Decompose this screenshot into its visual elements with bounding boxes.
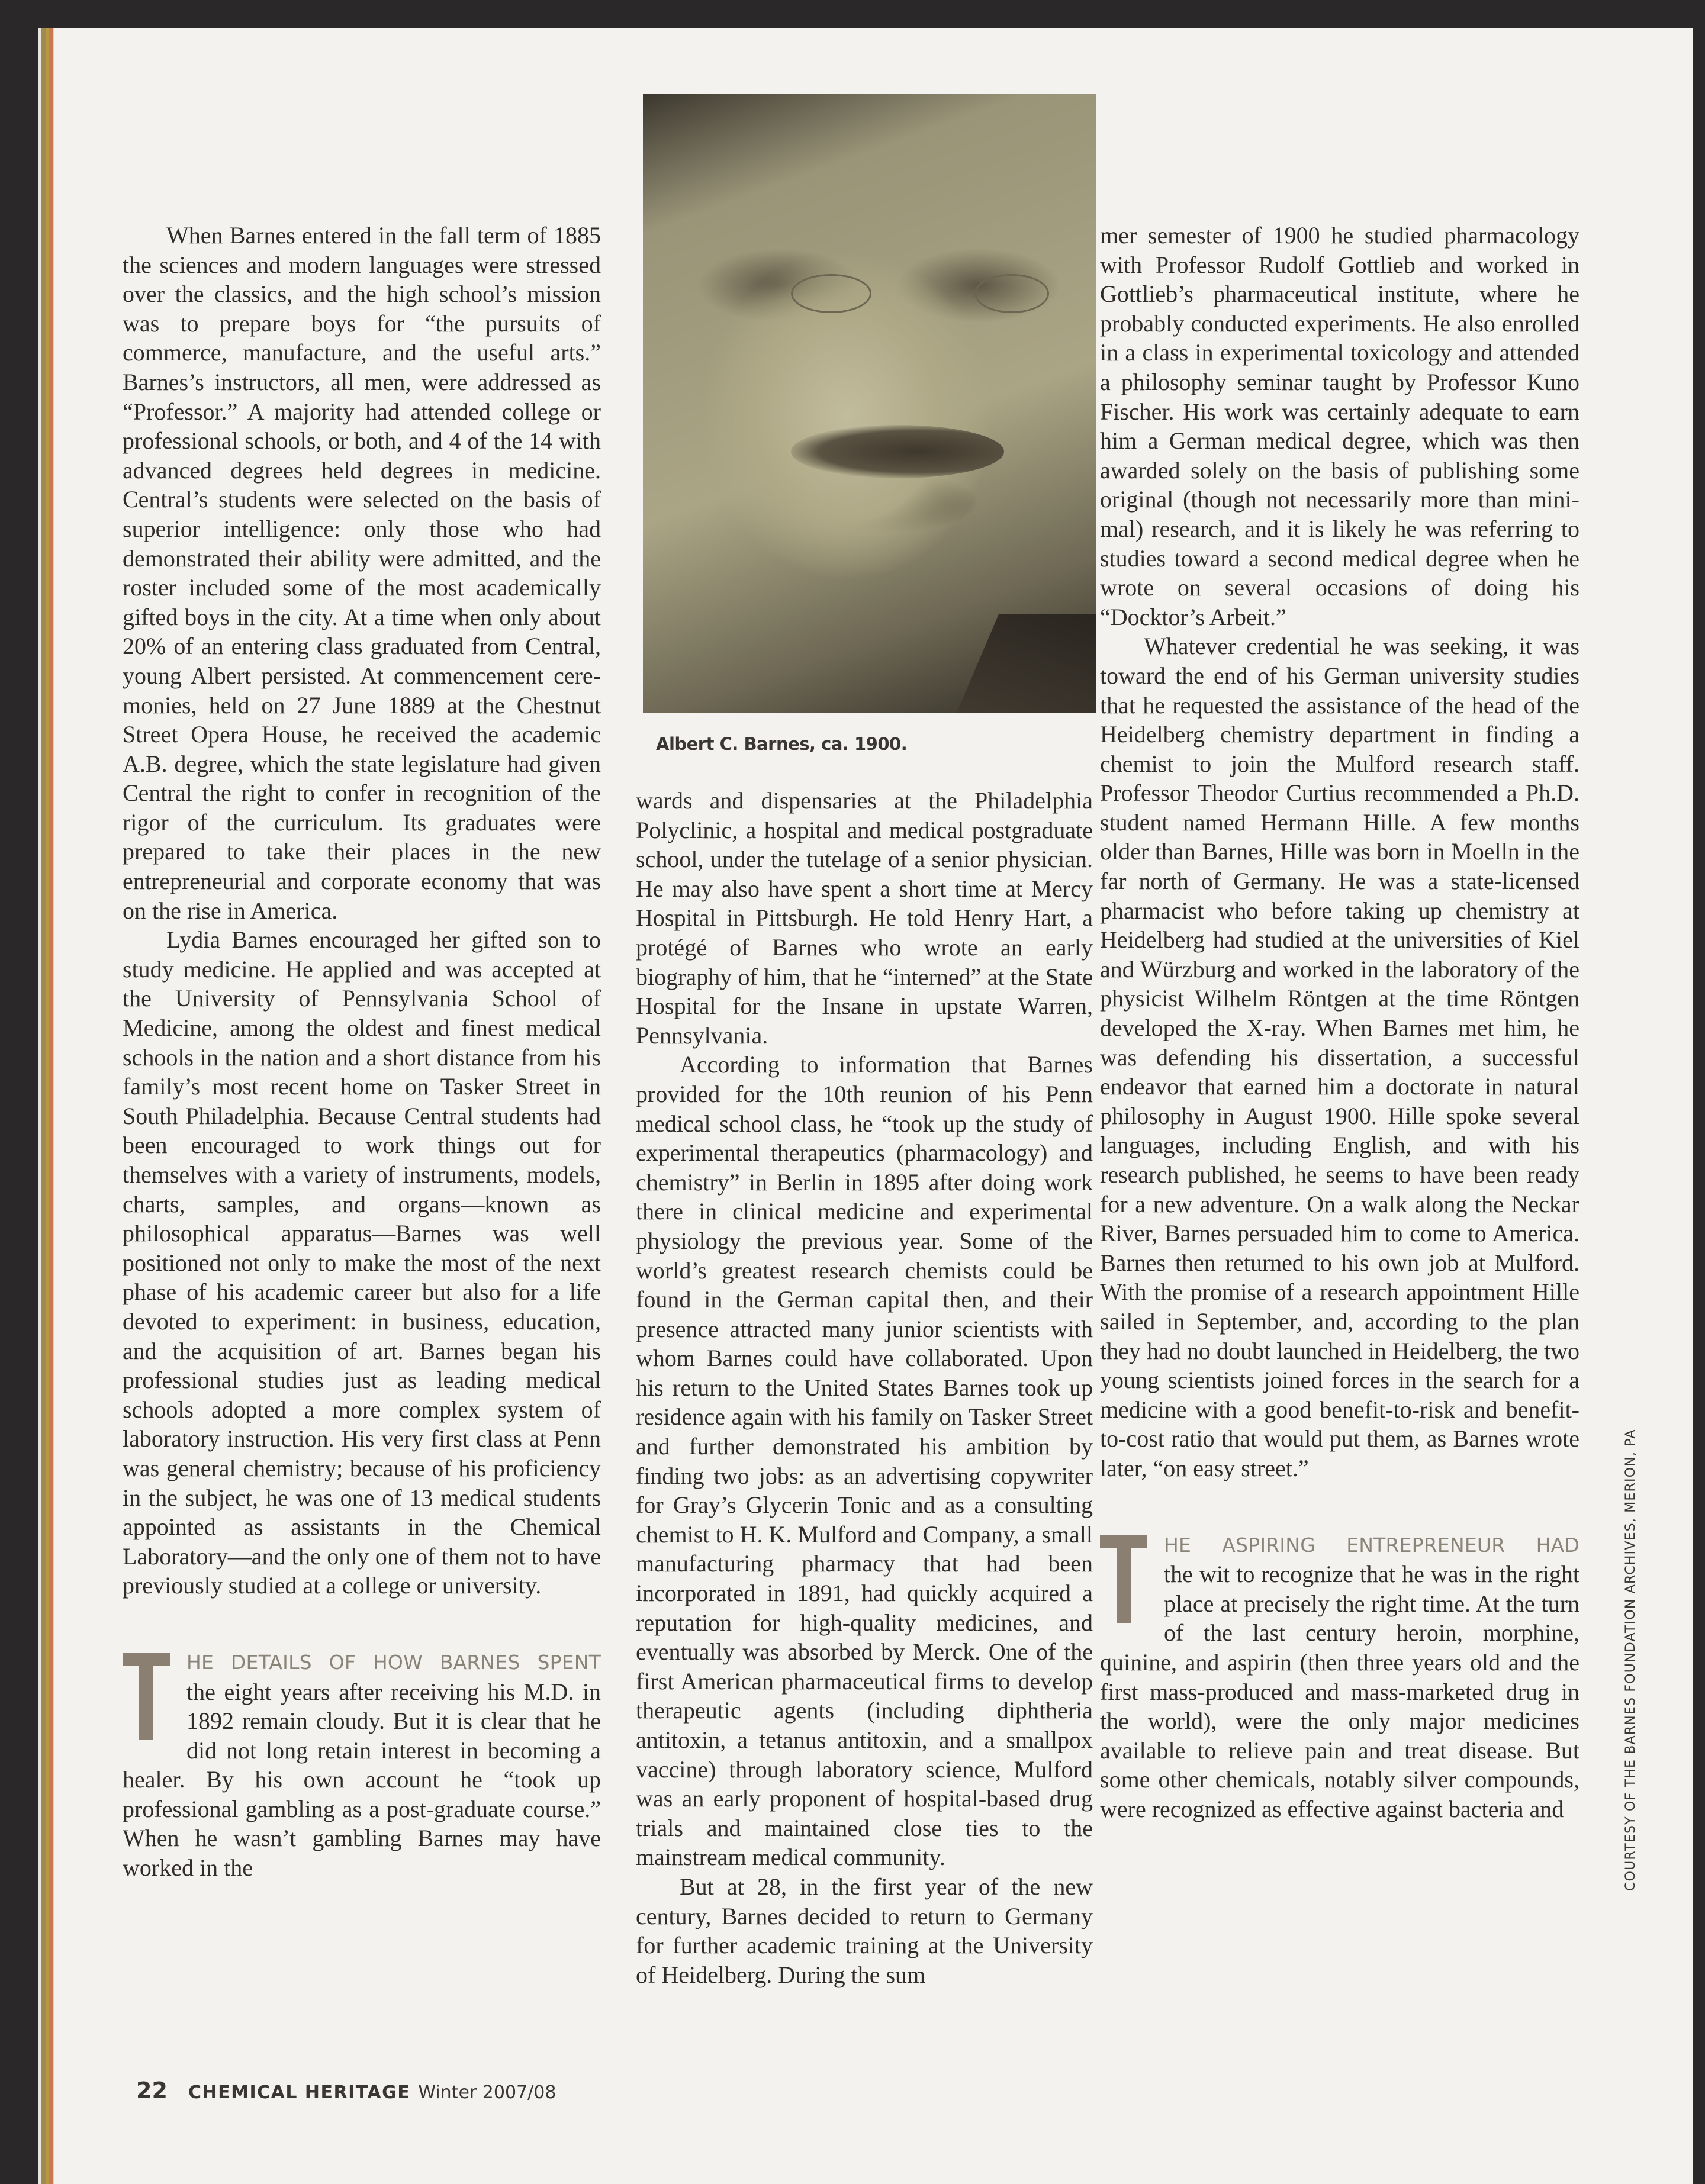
- article-column-right: [1100, 221, 1579, 1824]
- glasses-icon: [791, 274, 871, 313]
- article-column-middle: [636, 786, 1093, 1989]
- photo-caption: Albert C. Barnes, ca. 1900.: [656, 734, 908, 754]
- section-lead-in: HE DETAILS OF HOW BARNES SPENT: [186, 1650, 601, 1674]
- paragraph: the eight years after receiving his M.D. in 1892 remain cloudy. But it is clear that he did not long retain interest in becoming a healer. By his own account he “took up professional gambling as a post-graduate course.” When he wasn’t gambling Barnes may have worked in the: [123, 1678, 601, 1882]
- paragraph: wards and dispensaries at the Philadelphia Polyclinic, a hospital and medical postgraduate school, under the tutelage of a senior physician. He may also have spent a short time at Mercy Hospital in Pittsburgh. He told Henry Hart, a protégé of Barnes who wrote an early biography of him, that he “interned” at the State Hospital for the Insane in upstate Warren, Pennsylvania.: [636, 787, 1093, 1049]
- paragraph: But at 28, in the first year of the new century, Barnes decided to return to Germany for further academic training at the University of Heidelberg. During the sum: [636, 1873, 1093, 1988]
- section-lead-in: HE ASPIRING ENTREPRENEUR HAD: [1164, 1533, 1579, 1557]
- issue-date: Winter 2007/08: [418, 2082, 556, 2103]
- magazine-title: CHEMICAL HERITAGE: [188, 2082, 411, 2103]
- photo-credit: COURTESY OF THE BARNES FOUNDATION ARCHIVES, MERION, PA: [1623, 1429, 1638, 1891]
- paragraph: Lydia Barnes encouraged her gifted son to study medicine. He applied and was accepted at the University of Pennsylvania School of Medicine, among the oldest and finest medical schools in the nation and a short distance from his family’s most recent home on Tasker Street in South Philadelphia. Because Central students had been encouraged to work things out for themselves with a variety of instruments, models, charts, samples, and organs—known as philosophical apparatus—Barnes was well positioned not only to make the most of the next phase of his academic career but also for a life devoted to experiment: in business, education, and the acquisition of art. Barnes began his professional studies just as leading medical schools adopted a more complex system of laboratory instruction. His very first class at Penn was general chemistry; because of his proficiency in the subject, he was one of 13 medical students appointed as assistants in the Chemical Laboratory—and the only one of them not to have previously studied at a college or university.: [123, 926, 601, 1599]
- glasses-icon: [974, 274, 1049, 313]
- portrait-photo: [643, 94, 1096, 713]
- paragraph: Whatever credential he was seeking, it was toward the end of his German university studies that he requested the assistance of the head of the Heidelberg chemistry department in finding a chemist to join the Mulford research staff. Professor Theodor Curtius recommended a Ph.D. student named Hermann Hille. A few months older than Barnes, Hille was born in Moelln in the far north of Germany. He was a state-licensed pharmacist who before taking up chemistry at Heidelberg had studied at the universities of Kiel and Würzburg and worked in the laboratory of the physicist Wilhelm Röntgen at the time Röntgen developed the X-ray. When Barnes met him, he was defending his dissertation, a successful endeavor that earned him a doctorate in natural philosophy in August 1900. Hille spoke several languages, including English, and with his research published, he seems to have been ready for a new adventure. On a walk along the Neckar River, Barnes persuaded him to come to America. Barnes then returned to his own job at Mulford. With the promise of a research appointment Hille sailed in September, and, according to the plan they had no doubt launched in Heidelberg, the two young scientists joined forces in the search for a medicine with a good benefit-to-risk and benefit-to-cost ratio that would put them, as Barnes wrote later, “on easy street.”: [1100, 633, 1579, 1481]
- dropcap-t-icon: [1100, 1535, 1150, 1623]
- page-footer: [136, 2077, 556, 2104]
- collar-shape: [957, 614, 1096, 713]
- mustache-shape: [791, 425, 1004, 478]
- article-column-left: [123, 221, 601, 1883]
- paragraph: the wit to recognize that he was in the right place at precisely the right time. At the turn of the last century heroin, morphine, quinine, and aspirin (then three years old and the first mass-produced and mass-marketed drug in the world), were the only major medicines available to relieve pain and treat disease. But some other chemicals, notably silver compounds, were recognized as effective against bacteria and: [1100, 1561, 1579, 1822]
- section-opener: [123, 1648, 601, 1883]
- paragraph: According to information that Barnes provided for the 10th reunion of his Penn medical school class, he “took up the study of experimental therapeutics (pharmacology) and chemistry” in Berlin in 1895 after doing work there in clinical medicine and experimental physiology the previous year. Some of the world’s greatest research chemists could be found in the German capital then, and their presence attracted many junior scientists with whom Barnes could have collaborated. Upon his return to the United States Barnes took up residence again with his family on Tasker Street and further demonstrated his ambition by finding two jobs: as an advertising copywriter for Gray’s Glycerin Tonic and as a consulting chemist to H. K. Mulford and Company, a small manufacturing pharmacy that had been incorporated in 1891, had quickly acquired a reputation for high-quality medicines, and eventually was absorbed by Merck. One of the first American pharmaceutical firms to develop therapeutic agents (including diphtheria antitoxin, a tetanus antitoxin, and a smallpox vaccine) through laboratory science, Mulford was an early proponent of hospital-based drug trials and maintained close ties to the mainstream medical community.: [636, 1051, 1093, 1871]
- paragraph: When Barnes entered in the fall term of 1885 the sciences and modern languages were stressed over the classics, and the high school’s mission was to prepare boys for “the pursuits of commerce, manufacture, and the useful arts.” Barnes’s instructors, all men, were addressed as “Professor.” A majority had attended college or professional schools, or both, and 4 of the 14 with advanced degrees held degrees in medicine. Central’s students were selected on the basis of superior intelligence: only those who had demonstrated their ability were admitted, and the roster included some of the most academically gifted boys in the city. At a time when only about 20% of an entering class graduated from Central, young Albert persisted. At commencement ceremonies, held on 27 June 1889 at the Chestnut Street Opera House, he received the academic A.B. degree, which the state legislature had given Central the right to confer in recognition of the rigor of the curriculum. Its graduates were prepared to take their places in the new entrepreneurial and corporate economy that was on the rise in America.: [123, 222, 601, 924]
- section-opener: [1100, 1531, 1579, 1824]
- dropcap-t-icon: [123, 1653, 172, 1740]
- page-stack-edges: [38, 28, 54, 2184]
- page-number: 22: [136, 2077, 168, 2104]
- paragraph: mer semester of 1900 he studied pharmacology with Professor Rudolf Gottlieb and worked in Gottlieb’s pharmaceutical institute, where he probably conducted experiments. He also enrolled in a class in experimental toxicology and attended a philosophy seminar taught by Professor Kuno Fischer. His work was certainly adequate to earn him a German medical degree, which was then awarded solely on the basis of publishing some original (though not necessarily more than minimal) research, and it is likely he was referring to studies toward a second medical degree when he wrote on several occasions of doing his “Docktor’s Arbeit.”: [1100, 222, 1579, 630]
